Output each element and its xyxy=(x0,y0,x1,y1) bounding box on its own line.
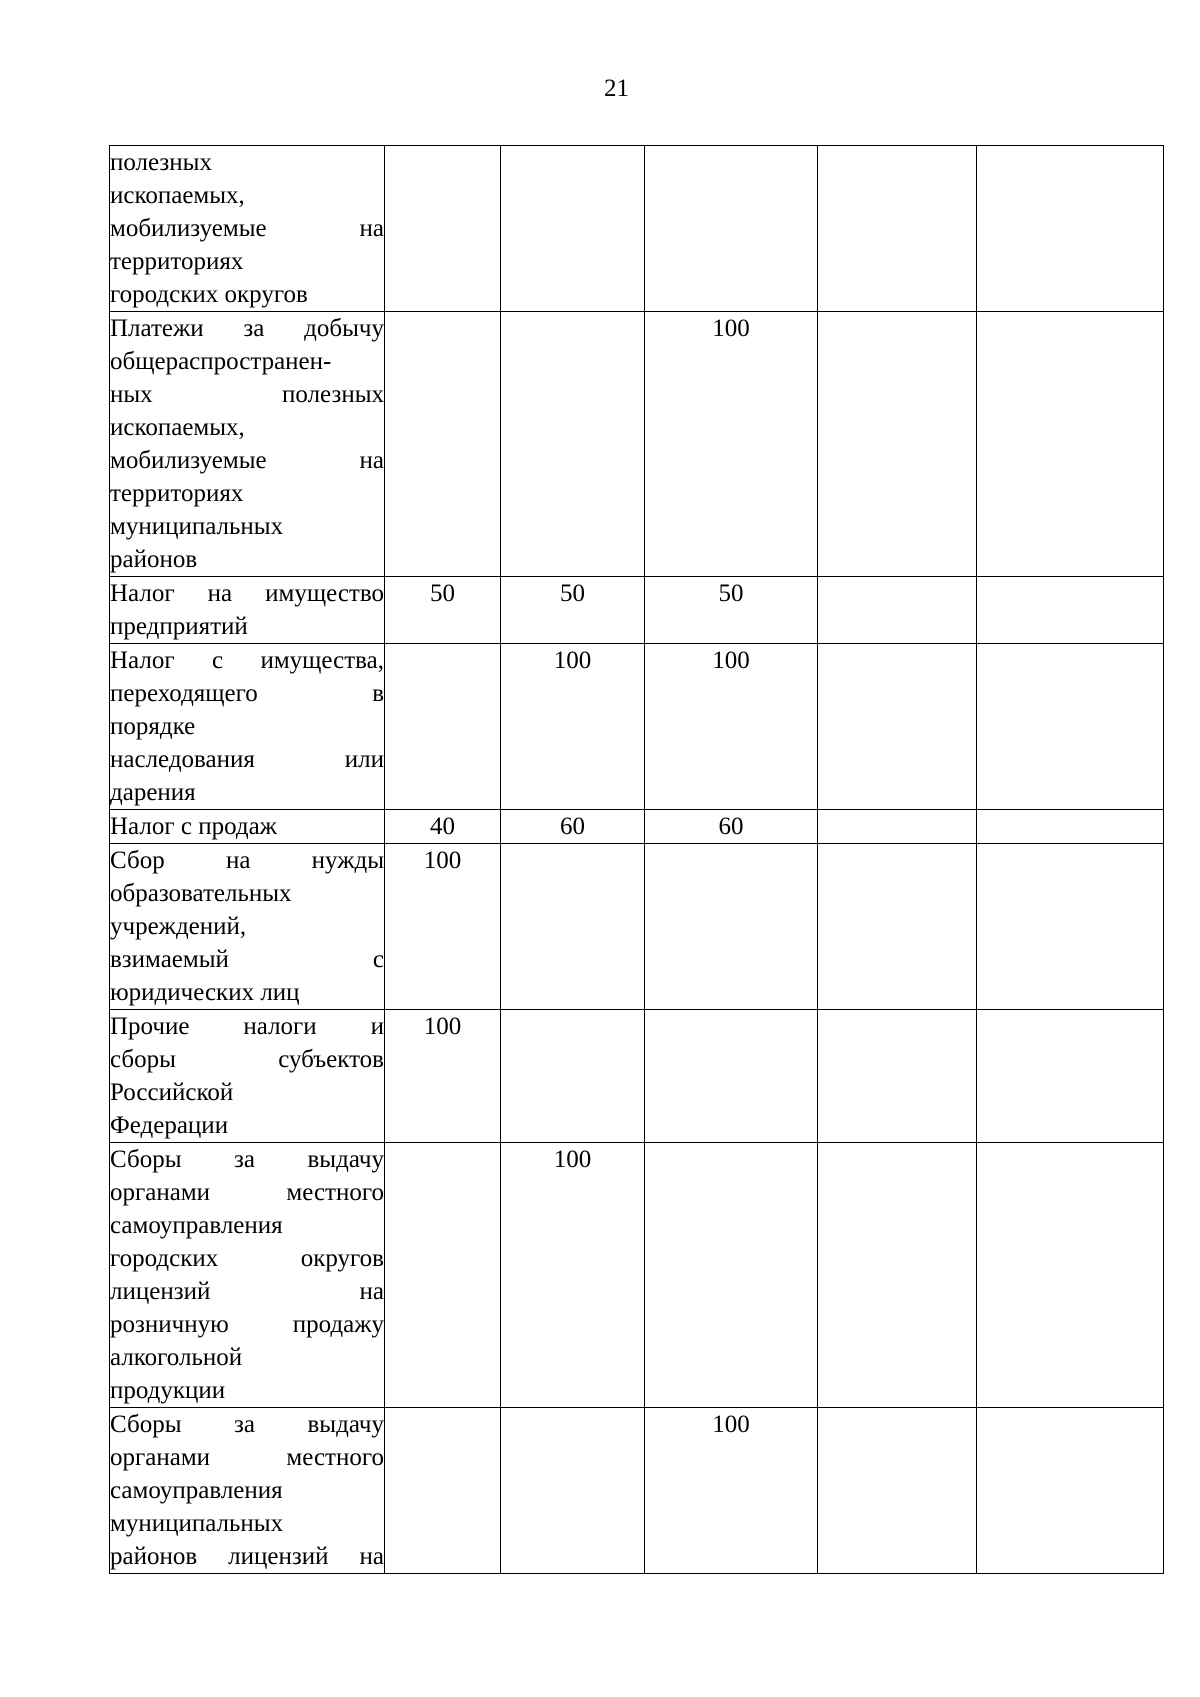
percent-cell: 60 xyxy=(501,810,645,844)
percent-cell: 100 xyxy=(645,644,818,810)
percent-cell: 100 xyxy=(645,312,818,577)
tax-name-line: ных полезных xyxy=(110,381,384,408)
tax-name-cell xyxy=(110,577,385,644)
tax-name-cell xyxy=(110,810,385,844)
percent-cell: 100 xyxy=(385,1010,501,1143)
percent-cell xyxy=(385,146,501,312)
percent-cell xyxy=(501,1010,645,1143)
percent-cell xyxy=(385,1408,501,1574)
percent-cell xyxy=(818,146,977,312)
tax-name-line: Налог с имущества, xyxy=(110,647,384,674)
percent-cell: 100 xyxy=(501,1143,645,1408)
tax-name-line: Российской xyxy=(110,1079,234,1106)
percent-cell: 50 xyxy=(501,577,645,644)
tax-name-line: органами местного xyxy=(110,1179,384,1206)
tax-name-cell xyxy=(110,312,385,577)
percent-cell xyxy=(645,1143,818,1408)
percent-cell xyxy=(977,844,1164,1010)
tax-name-line: наследования или xyxy=(110,746,384,773)
percent-cell xyxy=(645,146,818,312)
tax-name-line: ископаемых, xyxy=(110,414,245,441)
percent-cell xyxy=(501,146,645,312)
percent-cell xyxy=(977,1143,1164,1408)
tax-name-line: мобилизуемые на xyxy=(110,215,384,242)
tax-name-line: городских округов xyxy=(110,281,308,308)
tax-name-line: Платежи за добычу xyxy=(110,315,384,342)
table-row xyxy=(110,844,1164,1010)
percent-cell xyxy=(818,844,977,1010)
tax-name-line: самоуправления xyxy=(110,1477,283,1504)
table-row xyxy=(110,1143,1164,1408)
tax-name-line: лицензий на xyxy=(110,1278,384,1305)
tax-name-line: Прочие налоги и xyxy=(110,1013,384,1040)
percent-cell xyxy=(501,312,645,577)
tax-name-line: муниципальных xyxy=(110,513,284,540)
tax-name-line: образовательных xyxy=(110,880,292,907)
table-row xyxy=(110,146,1164,312)
tax-name-line: полезных xyxy=(110,149,212,176)
table-row xyxy=(110,312,1164,577)
tax-name-line: Налог на имущество xyxy=(110,580,384,607)
page-number: 21 xyxy=(604,75,629,102)
table-row xyxy=(110,1408,1164,1574)
tax-name-line: Сборы за выдачу xyxy=(110,1411,384,1438)
percent-cell: 100 xyxy=(385,844,501,1010)
percent-cell xyxy=(645,844,818,1010)
percent-cell xyxy=(977,1408,1164,1574)
tax-name-line: розничную продажу xyxy=(110,1311,384,1338)
tax-name-cell xyxy=(110,844,385,1010)
tax-name-line: общераспространен- xyxy=(110,348,332,375)
table-row xyxy=(110,577,1164,644)
percent-cell xyxy=(501,844,645,1010)
percent-cell: 50 xyxy=(385,577,501,644)
percent-cell xyxy=(818,810,977,844)
percent-cell xyxy=(501,1408,645,1574)
percent-cell xyxy=(977,644,1164,810)
tax-name-line: Налог с продаж xyxy=(110,813,277,840)
tax-name-cell xyxy=(110,1010,385,1143)
tax-name-line: районов xyxy=(110,546,198,573)
tax-distribution-table xyxy=(109,145,1164,1574)
tax-name-line: мобилизуемые на xyxy=(110,447,384,474)
tax-name-cell xyxy=(110,146,385,312)
percent-cell xyxy=(385,644,501,810)
tax-name-line: ископаемых, xyxy=(110,182,245,209)
percent-cell: 50 xyxy=(645,577,818,644)
tax-name-line: сборы субъектов xyxy=(110,1046,384,1073)
tax-name-line: районов лицензий на xyxy=(110,1543,384,1570)
percent-cell xyxy=(385,312,501,577)
percent-cell xyxy=(818,1010,977,1143)
percent-cell xyxy=(385,1143,501,1408)
tax-name-line: Сборы за выдачу xyxy=(110,1146,384,1173)
percent-cell xyxy=(977,146,1164,312)
tax-name-line: предприятий xyxy=(110,613,248,640)
tax-name-line: городских округов xyxy=(110,1245,384,1272)
percent-cell xyxy=(818,312,977,577)
tax-name-line: учреждений, xyxy=(110,913,247,940)
tax-name-line: Федерации xyxy=(110,1112,229,1139)
percent-cell xyxy=(818,644,977,810)
percent-cell xyxy=(818,1408,977,1574)
tax-name-line: Сбор на нужды xyxy=(110,847,384,874)
tax-name-line: порядке xyxy=(110,713,196,740)
tax-name-line: органами местного xyxy=(110,1444,384,1471)
tax-name-line: дарения xyxy=(110,779,196,806)
percent-cell xyxy=(645,1010,818,1143)
table-row xyxy=(110,644,1164,810)
tax-name-cell xyxy=(110,644,385,810)
percent-cell: 100 xyxy=(501,644,645,810)
percent-cell: 100 xyxy=(645,1408,818,1574)
tax-name-line: взимаемый с xyxy=(110,946,384,973)
percent-cell: 60 xyxy=(645,810,818,844)
table-body xyxy=(110,146,1164,1574)
percent-cell: 40 xyxy=(385,810,501,844)
tax-name-line: продукции xyxy=(110,1377,226,1404)
percent-cell xyxy=(977,810,1164,844)
tax-name-line: переходящего в xyxy=(110,680,384,707)
percent-cell xyxy=(977,1010,1164,1143)
percent-cell xyxy=(977,577,1164,644)
table-row xyxy=(110,810,1164,844)
tax-name-cell xyxy=(110,1408,385,1574)
tax-name-line: юридических лиц xyxy=(110,979,300,1006)
tax-name-line: самоуправления xyxy=(110,1212,283,1239)
percent-cell xyxy=(818,1143,977,1408)
tax-name-line: муниципальных xyxy=(110,1510,284,1537)
tax-name-line: алкогольной xyxy=(110,1344,243,1371)
tax-name-cell xyxy=(110,1143,385,1408)
percent-cell xyxy=(977,312,1164,577)
tax-name-line: территориях xyxy=(110,248,244,275)
tax-name-line: территориях xyxy=(110,480,244,507)
table-row xyxy=(110,1010,1164,1143)
percent-cell xyxy=(818,577,977,644)
